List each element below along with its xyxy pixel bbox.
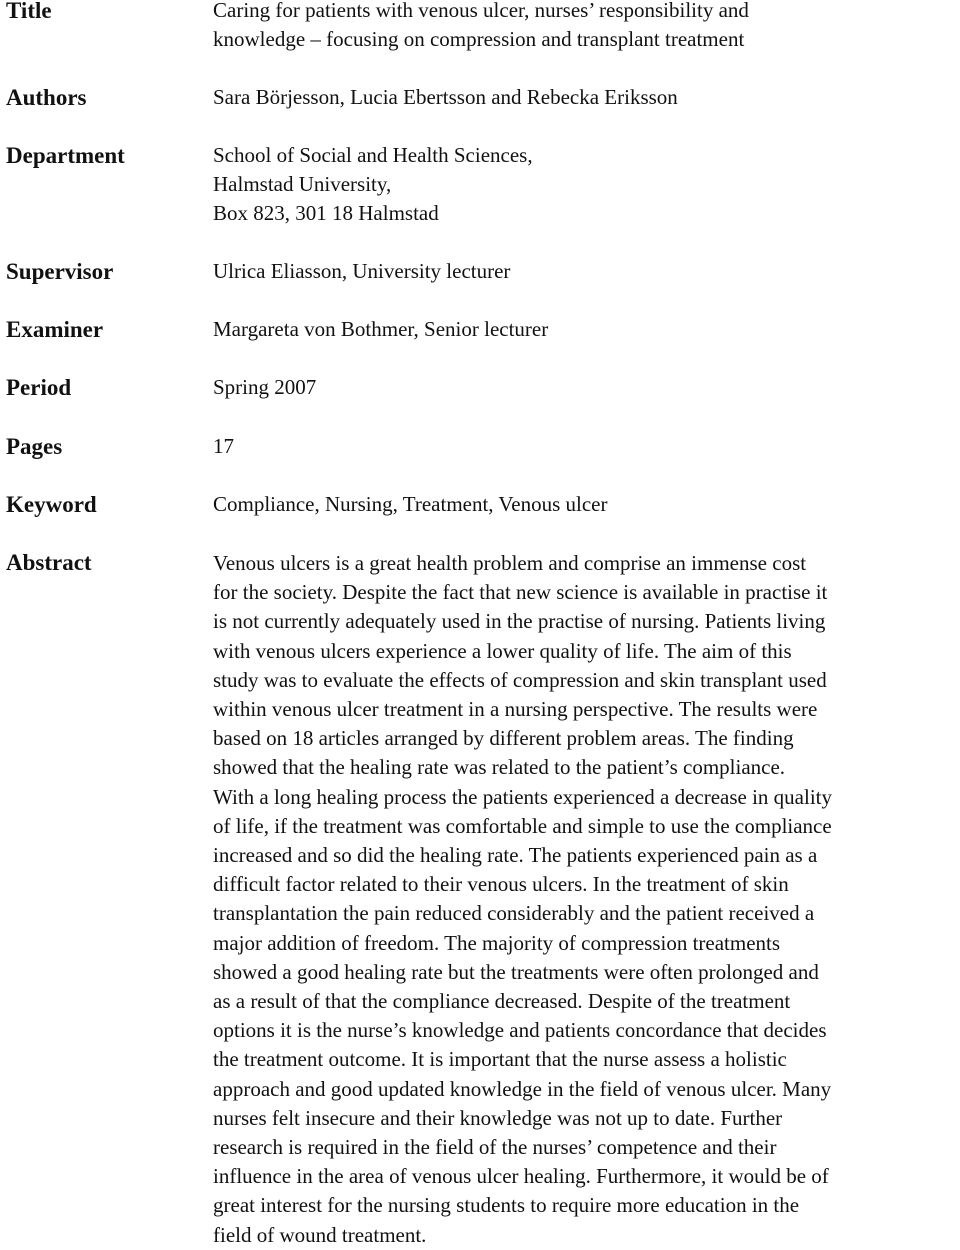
supervisor-label: Supervisor	[6, 259, 114, 284]
examiner-value: Margareta von Bothmer, Senior lecturer	[213, 317, 549, 341]
abstract-line: Venous ulcers is a great health problem and comprise an immense cost	[213, 551, 807, 575]
abstract-label: Abstract	[6, 550, 92, 575]
abstract-line: increased and so did the healing rate. The patients experienced pain as a	[213, 843, 818, 868]
abstract-line: the treatment outcome. It is important that the nurse assess a holistic	[213, 1047, 787, 1072]
department-label: Department	[6, 143, 125, 168]
authors-value: Sara Börjesson, Lucia Ebertsson and Rebecka Eriksson	[213, 85, 678, 109]
abstract-line: great interest for the nursing students to require more education in the	[213, 1193, 800, 1218]
abstract-line: based on 18 articles arranged by different problem areas. The finding	[213, 726, 794, 751]
abstract-line: of life, if the treatment was comfortable and simple to use the compliance	[213, 813, 832, 838]
department-line: School of Social and Health Sciences,	[213, 143, 533, 167]
pages-label: Pages	[6, 434, 63, 459]
abstract-line: research is required in the field of the nurses’ competence and their	[213, 1135, 777, 1160]
keyword-label: Keyword	[6, 492, 97, 517]
abstract-line: with venous ulcers experience a lower quality of life. The aim of this	[213, 638, 792, 663]
department-line: Box 823, 301 18 Halmstad	[213, 201, 439, 225]
abstract-line: study was to evaluate the effects of compression and skin transplant used	[213, 667, 827, 692]
title-value	[213, 0, 959, 54]
abstract-line: is not currently adequately used in the practise of nursing. Patients living	[213, 609, 826, 634]
abstract-line: as a result of that the compliance decreased. Despite of the treatment	[213, 989, 791, 1014]
abstract-line: transplantation the pain reduced considerably and the patient received a	[213, 901, 815, 926]
department-line: Halmstad University,	[213, 172, 392, 196]
keyword-value: Compliance, Nursing, Treatment, Venous ulcer	[213, 492, 608, 516]
pages-value: 17	[213, 434, 234, 458]
abstract-line: showed that the healing rate was related to the patient’s compliance.	[213, 755, 786, 780]
abstract-line: for the society. Despite the fact that new science is available in practise it	[213, 580, 828, 605]
abstract-body	[213, 549, 958, 1250]
abstract-line: nurses felt insecure and their knowledge was not up to date. Further	[213, 1105, 783, 1130]
abstract-line: approach and good updated knowledge in the field of venous ulcer. Many	[213, 1076, 832, 1101]
abstract-line: options it is the nurse’s knowledge and patients concordance that decides	[213, 1018, 827, 1043]
abstract-line: within venous ulcer treatment in a nursing perspective. The results were	[213, 697, 818, 722]
period-label: Period	[6, 375, 72, 400]
abstract-line: With a long healing process the patients experienced a decrease in quality	[213, 784, 832, 809]
abstract-line: difficult factor related to their venous ulcers. In the treatment of skin	[213, 872, 789, 897]
abstract-line: field of wound treatment.	[213, 1222, 427, 1247]
title-line: Caring for patients with venous ulcer, nurses’ responsibility and	[213, 0, 749, 22]
title-line: knowledge – focusing on compression and transplant treatment	[213, 27, 745, 51]
supervisor-value: Ulrica Eliasson, University lecturer	[213, 259, 511, 283]
period-value: Spring 2007	[213, 375, 317, 399]
abstract-line: influence in the area of venous ulcer healing. Furthermore, it would be of	[213, 1164, 829, 1189]
abstract-line: major addition of freedom. The majority of compression treatments	[213, 930, 781, 955]
examiner-label: Examiner	[6, 317, 104, 342]
abstract-line: showed a good healing rate but the treatments were often prolonged and	[213, 959, 819, 984]
department-value	[213, 141, 959, 228]
authors-label: Authors	[6, 85, 87, 110]
title-label: Title	[6, 0, 52, 23]
